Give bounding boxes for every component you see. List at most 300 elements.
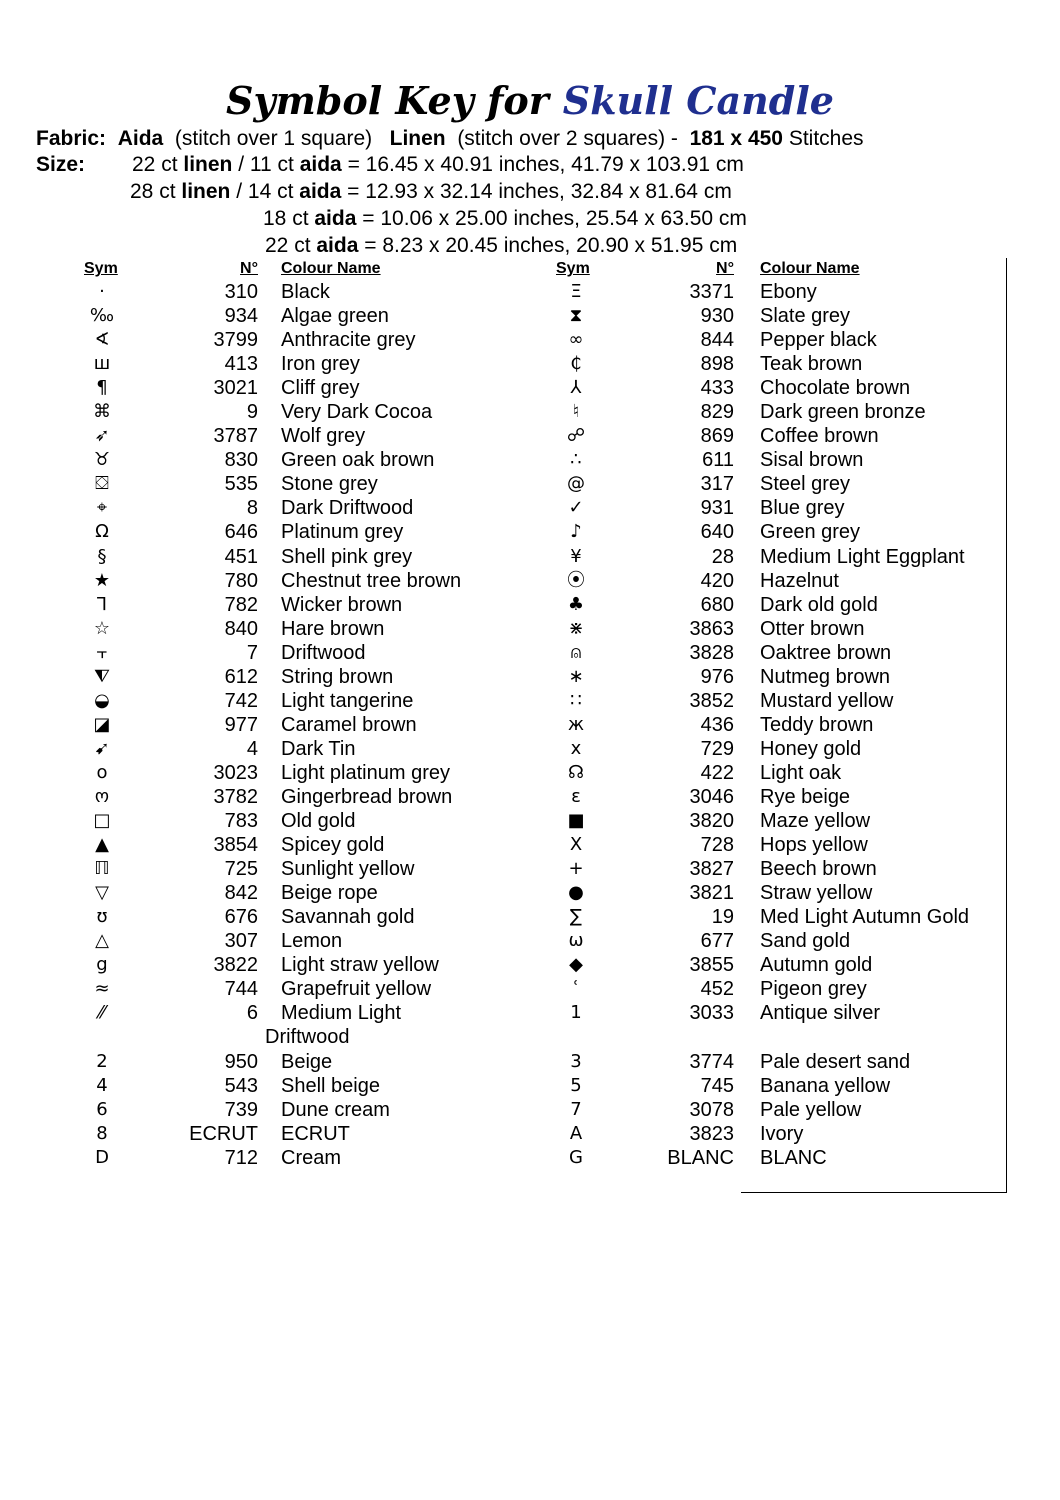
symbol-table-left [80,258,500,1170]
symbol-cell: ⅂ [96,593,108,615]
symbol-cell: 8 [96,1122,108,1144]
number-cell: 28 [711,545,734,568]
table-row [80,328,500,352]
symbol-cell: ⧗ [569,305,583,327]
colour-name-cell: Otter brown [760,617,865,640]
symbol-cell: + [568,858,584,880]
number-cell: 307 [224,930,258,953]
number-cell: 3855 [689,954,734,977]
symbol-cell: ∴ [570,449,582,471]
number-cell: 728 [700,834,734,857]
table-row [556,929,1016,953]
table-row [80,785,500,809]
number-cell: 829 [700,401,734,424]
size-line-4 [265,233,737,259]
size-text: / 14 ct [230,180,300,203]
colour-name-cell: Lemon [281,930,343,953]
table-row [80,448,500,472]
number-cell: 3852 [689,689,734,712]
table-row [80,593,500,617]
number-cell: 783 [224,810,258,833]
number-cell: 676 [224,906,258,929]
header-colour-name: Colour Name [760,260,860,277]
symbol-cell: ♉ [93,449,111,471]
symbol-cell: ∞ [568,329,584,351]
table-row [556,352,1016,376]
table-row [80,713,500,737]
number-cell: ECRUT [189,1122,258,1145]
table-row [556,977,1016,1001]
symbol-cell: ⅄ [570,377,582,399]
symbol-cell: Ξ [570,281,582,302]
table-row [556,520,1016,544]
table-row [556,280,1016,304]
symbol-cell: ⛋ [95,473,109,495]
size-fabric-linen: linen [183,153,233,176]
size-line-2 [130,179,732,205]
symbol-cell: 4 [96,1074,108,1096]
colour-name-cell: Shell pink grey [281,545,413,568]
number-cell: 780 [224,569,258,592]
table-row [80,352,500,376]
number-cell: 420 [700,569,734,592]
symbol-cell: ▽ [95,882,109,904]
symbol-cell: ₵ [570,353,582,375]
fabric-aida-note: (stitch over 1 square) [174,127,373,150]
table-row [80,905,500,929]
fabric-linen-note: (stitch over 2 squares) - [457,127,678,150]
symbol-cell: ʿ [573,978,579,1000]
colour-name-cell: Black [281,281,330,303]
number-cell: 976 [700,665,734,688]
symbol-cell: ¶ [96,377,108,399]
size-text: = 12.93 x 32.14 inches, 32.84 x 81.64 cm [341,180,732,203]
colour-name-cell: Gingerbread brown [281,785,453,808]
number-cell: 830 [224,449,258,472]
number-cell: 744 [224,978,258,1001]
number-cell: 739 [224,1098,258,1121]
colour-name-cell: Iron grey [281,353,360,376]
table-row [80,977,500,1001]
colour-name-continuation: Driftwood [265,1026,350,1049]
symbol-cell: ≈ [94,978,110,1000]
number-cell: 433 [700,377,734,400]
symbol-cell: ■ [567,810,585,832]
number-cell: 844 [700,329,734,352]
symbol-cell: ш [93,353,111,375]
colour-name-cell: Rye beige [760,785,851,808]
colour-name-cell: Grapefruit yellow [281,978,432,1001]
table-row [556,905,1016,929]
symbol-cell: Ω [95,521,109,543]
number-cell: 3046 [689,785,734,808]
size-fabric-aida: aida [299,180,342,203]
fabric-line [36,126,864,152]
symbol-cell: ⍝ [570,641,582,663]
table-row [556,881,1016,905]
table-row [80,689,500,713]
table-row [80,569,500,593]
table-row [80,1098,500,1122]
colour-name-cell: Sunlight yellow [281,858,415,881]
colour-name-cell: Antique silver [760,1002,881,1025]
number-cell: 869 [700,425,734,448]
symbol-cell: ʊ [96,906,108,928]
symbol-cell: ⁄⁄ [98,1002,105,1024]
table-right-border [1006,258,1007,1193]
number-cell: 680 [700,593,734,616]
colour-name-cell: Cliff grey [281,377,360,400]
size-line-3 [263,206,747,232]
number-cell: 543 [224,1074,258,1097]
symbol-cell: @ [567,473,585,495]
symbol-cell: ¥ [570,545,582,567]
symbol-cell: 5 [570,1074,582,1096]
symbol-cell: ж [567,713,585,735]
fabric-linen: Linen [389,127,446,150]
number-cell: 436 [700,713,734,736]
table-row [80,1001,500,1025]
colour-name-cell: Ivory [760,1122,804,1145]
symbol-cell: ☆ [93,617,111,639]
table-row [556,545,1016,569]
table-row [80,520,500,544]
number-cell: 3821 [689,882,734,905]
symbol-cell: ➶ [94,425,110,447]
colour-name-cell: Mustard yellow [760,689,894,712]
colour-name-cell: Algae green [281,305,389,328]
symbol-cell: 1 [570,1002,582,1024]
size-fabric-aida: aida [299,153,342,176]
number-cell: 612 [224,665,258,688]
page-title [0,78,1060,124]
symbol-cell: ⧨ [93,665,111,687]
colour-name-cell: Ebony [760,281,817,303]
number-cell: BLANC [667,1146,734,1169]
symbol-cell: ➹ [94,737,110,759]
number-cell: 840 [224,617,258,640]
table-row [80,809,500,833]
table-row [556,833,1016,857]
stitch-count: 181 x 450 [689,127,783,150]
table-row [80,833,500,857]
colour-name-cell: Chocolate brown [760,377,911,400]
symbol-cell: 6 [96,1098,108,1120]
symbol-cell: A [569,1122,583,1144]
header-colour-name: Colour Name [281,260,381,277]
colour-name-cell: Pale desert sand [760,1050,911,1073]
table-row [556,1122,1016,1146]
table-row [80,1074,500,1098]
colour-name-cell: Dune cream [281,1098,390,1121]
table-row [556,448,1016,472]
colour-name-cell: Oaktree brown [760,641,892,664]
table-row [80,881,500,905]
colour-name-cell: Savannah gold [281,906,415,929]
table-row [556,328,1016,352]
size-fabric-aida: aida [316,234,359,257]
number-cell: 535 [224,473,258,496]
size-text: 22 ct [265,234,317,257]
symbol-cell: ☊ [568,761,584,783]
table-header [556,258,1016,280]
colour-name-cell: Beige [281,1050,333,1073]
stitches-word: Stitches [788,127,864,150]
symbol-cell: ☍ [566,425,586,447]
colour-name-cell: Steel grey [760,473,851,496]
colour-name-cell: String brown [281,665,394,688]
left-rows [80,280,500,1170]
number-cell: 3863 [689,617,734,640]
symbol-cell: ∗ [568,665,584,687]
colour-name-cell: Dark Tin [281,737,356,760]
table-row [80,472,500,496]
header-number: N° [716,260,734,277]
header-sym: Sym [84,260,118,277]
colour-name-cell: Honey gold [760,737,862,760]
colour-name-cell: Teddy brown [760,713,874,736]
number-cell: 3782 [213,785,258,808]
size-fabric-linen: linen [181,180,231,203]
colour-name-cell: Blue grey [760,497,845,520]
table-row [556,472,1016,496]
symbol-cell: G [569,1146,583,1168]
table-row [80,761,500,785]
symbol-cell: ● [568,882,584,904]
symbol-cell: ⫟ [96,641,108,663]
number-cell: 3078 [689,1098,734,1121]
table-row [556,953,1016,977]
symbol-cell: ω [568,930,584,952]
number-cell: 413 [224,353,258,376]
symbol-cell: ♪ [570,521,582,543]
table-row [80,1050,500,1074]
fabric-aida: Aida [117,127,164,150]
number-cell: 8 [246,497,258,520]
colour-name-cell: Beige rope [281,882,378,905]
symbol-cell: g [96,954,108,976]
table-row [556,1050,1016,1074]
symbol-cell: o [96,761,108,783]
table-row [80,857,500,881]
number-cell: 3822 [213,954,258,977]
number-cell: 3828 [689,641,734,664]
colour-name-cell: Caramel brown [281,713,417,736]
symbol-cell: ♣ [567,593,585,615]
table-row [80,400,500,424]
symbol-cell: ε [571,785,581,807]
number-cell: 646 [224,521,258,544]
colour-name-cell: Driftwood [281,641,366,664]
colour-name-cell: Medium Light Eggplant [760,545,965,568]
colour-name-cell: Straw yellow [760,882,873,905]
number-cell: 452 [700,978,734,1001]
table-row [556,593,1016,617]
table-row [556,569,1016,593]
number-cell: 3023 [213,761,258,784]
colour-name-cell: BLANC [760,1146,827,1169]
colour-name-cell: Light platinum grey [281,761,450,784]
table-row [80,617,500,641]
colour-name-cell: Pepper black [760,329,877,352]
colour-name-cell: Cream [281,1146,342,1169]
symbol-cell: ℿ [94,858,110,880]
symbol-cell: 2 [96,1050,108,1072]
symbol-cell: 3 [570,1050,582,1072]
size-text: 18 ct [263,207,315,230]
number-cell: 451 [224,545,258,568]
number-cell: 745 [700,1074,734,1097]
title-prefix: Symbol Key for [226,78,549,123]
colour-name-cell: Platinum grey [281,521,404,544]
number-cell: 3021 [213,377,258,400]
colour-name-cell: Med Light Autumn Gold [760,906,970,929]
size-text: = 10.06 x 25.00 inches, 25.54 x 63.50 cm [356,207,747,230]
number-cell: 712 [224,1146,258,1169]
size-label: Size: [36,153,86,176]
colour-name-cell: Dark green bronze [760,401,926,424]
table-row [80,280,500,304]
size-text: = 8.23 x 20.45 inches, 20.90 x 51.95 cm [358,234,738,257]
table-row [556,617,1016,641]
symbol-cell: ⦿ [567,569,585,591]
colour-name-cell: Stone grey [281,473,378,496]
number-cell: 977 [224,713,258,736]
number-cell: 934 [224,305,258,328]
table-row [556,400,1016,424]
number-cell: 422 [700,761,734,784]
number-cell: 640 [700,521,734,544]
size-text: 22 ct [132,153,184,176]
number-cell: 317 [700,473,734,496]
number-cell: 3820 [689,810,734,833]
table-row [80,641,500,665]
number-cell: 310 [224,281,258,303]
colour-name-cell: Beech brown [760,858,877,881]
number-cell: 4 [246,737,258,760]
colour-name-cell: Teak brown [760,353,863,376]
symbol-table-right [556,258,1016,1170]
symbol-cell: · [99,281,105,302]
colour-name-cell: Dark old gold [760,593,878,616]
colour-name-cell: Hops yellow [760,834,868,857]
colour-name-cell: Shell beige [281,1074,380,1097]
colour-name-cell: Pigeon grey [760,978,867,1001]
table-row [556,304,1016,328]
symbol-cell: ∷ [570,689,582,711]
fabric-label: Fabric: [36,127,107,150]
symbol-cell: ⌘ [93,401,111,423]
header-sym: Sym [556,260,590,277]
symbol-cell: ★ [93,569,111,591]
colour-name-cell: Hazelnut [760,569,839,592]
symbol-cell: ⋇ [568,617,584,639]
number-cell: 3799 [213,329,258,352]
symbol-cell: △ [95,930,109,952]
table-row [556,689,1016,713]
table-row [80,1122,500,1146]
colour-name-cell: Sand gold [760,930,851,953]
table-row [80,496,500,520]
number-cell: 742 [224,689,258,712]
table-row [80,953,500,977]
colour-name-cell: Spicey gold [281,834,385,857]
colour-name-cell: ECRUT [281,1122,350,1145]
colour-name-cell: Old gold [281,810,356,833]
colour-name-cell: Light tangerine [281,689,414,712]
number-cell: 7 [246,641,258,664]
symbol-cell: ო [94,785,110,807]
symbol-cell: ✓ [568,497,584,519]
number-cell: 3033 [689,1002,734,1025]
table-row [556,857,1016,881]
table-row [80,929,500,953]
table-row [80,424,500,448]
colour-name-cell: Light straw yellow [281,954,439,977]
size-text: 28 ct [130,180,182,203]
table-row-continuation [80,1025,500,1049]
size-text: / 11 ct [232,153,300,176]
colour-name-cell: Maze yellow [760,810,871,833]
table-bottom-border [741,1192,1007,1193]
table-row [80,665,500,689]
colour-name-cell: Nutmeg brown [760,665,891,688]
symbol-cell: x [570,737,582,759]
size-fabric-aida: aida [314,207,357,230]
colour-name-cell: Very Dark Cocoa [281,401,433,424]
number-cell: 3774 [689,1050,734,1073]
number-cell: 3854 [213,834,258,857]
size-text: = 16.45 x 40.91 inches, 41.79 x 103.91 cm [341,153,744,176]
table-row [80,304,500,328]
pattern-name: Skull Candle [562,78,834,123]
number-cell: 6 [246,1002,258,1025]
table-row [556,809,1016,833]
number-cell: 725 [224,858,258,881]
symbol-cell: § [97,545,107,567]
table-row [556,1146,1016,1170]
number-cell: 3823 [689,1122,734,1145]
colour-name-cell: Hare brown [281,617,385,640]
colour-name-cell: Light oak [760,761,842,784]
number-cell: 782 [224,593,258,616]
header-number: N° [240,260,258,277]
table-row [80,376,500,400]
symbol-cell: 7 [570,1098,582,1120]
symbol-cell: ◒ [94,689,110,711]
symbol-cell: ‰ [89,305,115,327]
colour-name-cell: Slate grey [760,305,851,328]
colour-name-cell: Green grey [760,521,861,544]
symbol-cell: X [569,834,583,856]
number-cell: 898 [700,353,734,376]
table-row [556,1001,1016,1025]
symbol-cell: ♮ [572,401,580,423]
table-row [556,1098,1016,1122]
table-row [556,665,1016,689]
table-row [556,641,1016,665]
symbol-cell: ⌖ [96,497,108,519]
colour-name-cell: Wolf grey [281,425,366,448]
colour-name-cell: Wicker brown [281,593,403,616]
table-row [556,737,1016,761]
right-rows [556,280,1016,1170]
number-cell: 930 [700,305,734,328]
number-cell: 3787 [213,425,258,448]
number-cell: 931 [700,497,734,520]
colour-name-cell: Coffee brown [760,425,879,448]
symbol-cell: ◆ [569,954,583,976]
